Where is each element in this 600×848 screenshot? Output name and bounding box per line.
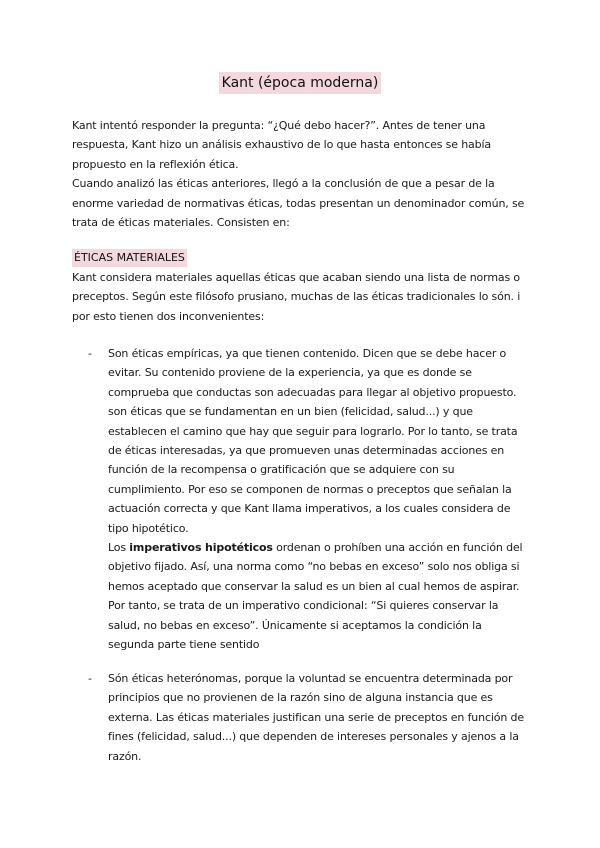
page-title: Kant (época moderna) [219, 72, 382, 94]
section-intro-paragraph: Kant considera materiales aquellas éticas que acaban siendo una lista de normas o preceptos. Según este filósofo prusiano, muchas de las éticas tradicionales lo són. i por esto tienen dos inconvenientes: [72, 271, 521, 323]
bullet-2-paragraph-1: Són éticas heterónomas, porque la voluntad se encuentra determinada por principios que no provienen de la razón sino de alguna instancia que es externa. Las éticas materiales justifican una serie de preceptos en función de fines (felicidad, salud...) que dependen de intereses personales y ajenos a la razón. [108, 672, 524, 763]
list-item-content [108, 344, 528, 655]
section-heading: ÉTICAS MATERIALES [72, 249, 187, 267]
list-item-content [108, 669, 528, 766]
bold-term: imperativos hipotéticos [129, 541, 273, 555]
bullet-dash: - [88, 347, 92, 360]
list-item [88, 669, 528, 766]
list-item [88, 344, 528, 655]
text-run: Los [108, 541, 130, 555]
intro-paragraph-2: Cuando analizó las éticas anteriores, llegó a la conclusión de que a pesar de la enorme variedad de normativas éticas, todas presentan un denominador común, se trata de éticas materiales. Consisten en: [72, 177, 525, 230]
text-run: ordenan o prohíben una acción en función del objetivo fijado. Así, una norma como “no bebas en exceso” solo nos obliga si hemos aceptado que conservar la salud es un bien al cual hemos de aspirar. Por tanto, se trata de un imperativo condicional: “Si quieres conservar la salud, no bebas en exceso”. Únicamente si aceptamos la condición la segunda parte tiene sentido [108, 541, 523, 652]
bullet-1-paragraph-2 [108, 538, 528, 654]
intro-block [72, 116, 530, 232]
bullet-1-paragraph-1: Son éticas empíricas, ya que tienen contenido. Dicen que se debe hacer o evitar. Su contenido proviene de la experiencia, ya que es donde se comprueba que conductas son adecuadas para llegar al objetivo propuesto. son éticas que se fundamentan en un bien (felicidad, salud...) y que establecen el camino que hay que seguir para lograrlo. Por lo tanto, se trata de éticas interesadas, ya que promueven unas determinadas acciones en función de la recompensa o gratificación que se adquiere con su cumplimiento. Por eso se componen de normas o preceptos que señalan la actuación correcta y que Kant llama imperativos, a los cuales considera de tipo hipotético. [108, 347, 518, 535]
intro-paragraph-1: Kant intentó responder la pregunta: “¿Qué debo hacer?”. Antes de tener una respuesta, Kant hizo un análisis exhaustivo de lo que hasta entonces se había propuesto en la reflexión ética. [72, 119, 491, 171]
bullet-dash: - [88, 672, 92, 685]
title-wrap [0, 72, 600, 94]
section-intro [72, 268, 532, 326]
